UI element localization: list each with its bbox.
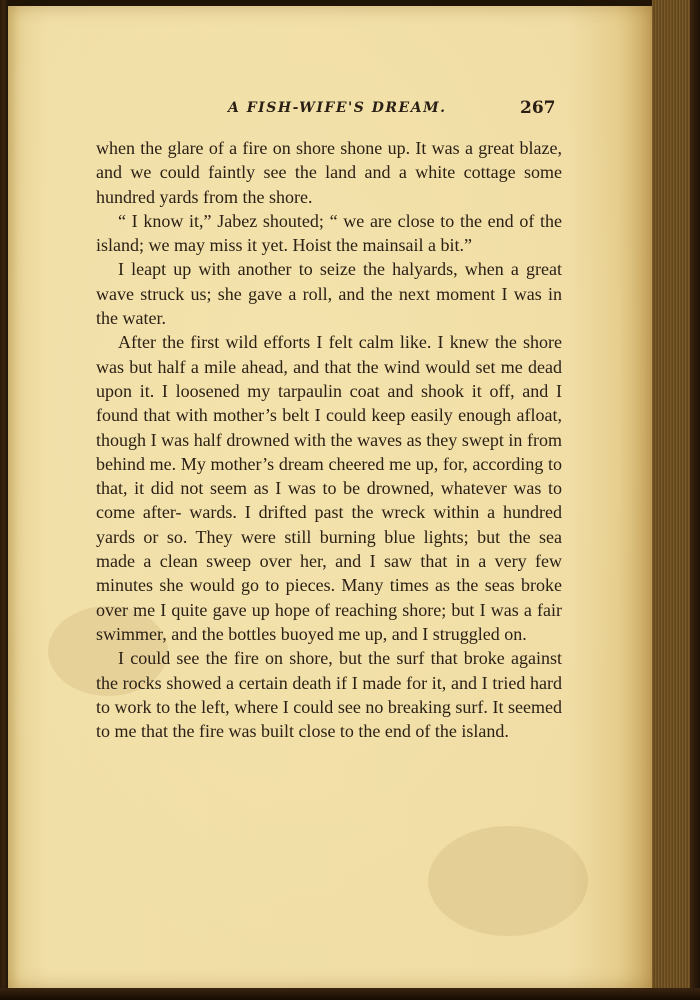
paragraph: I leapt up with another to seize the halyards, when a great wave struck us; she gave a roll, and the next moment I was in the water. (96, 259, 562, 329)
paper-stain (428, 826, 588, 936)
paragraph: when the glare of a fire on shore shone up. It was a great blaze, and we could faintly see the land and a white cottage some hundred yards from the shore. (96, 138, 562, 207)
body-text (96, 136, 562, 743)
page-header (8, 100, 652, 124)
book-bottom-edge (0, 988, 700, 1000)
paragraph: After the first wild efforts I felt calm like. I knew the shore was but half a mile ahead, and that the wind would set me dead upon it. I loosened my tarpaulin coat and shook it off, and I found that with mother’s belt I could keep easily enough afloat, though I was half drowned with the waves as they swept in from behind me. My mother’s dream cheered me up, for, according to that, it did not seem as I was to be drowned, whatever was to come after- wards. I drifted past the wreck within a hundred yards or so. They were still burning blue lights; but the sea made a clean sweep over her, and I saw that in a very few minutes she would go to pieces. Many times as the seas broke over me I quite gave up hope of reaching shore; but I was a fair swimmer, and the bottles buoyed me up, and I struggled on. (96, 332, 562, 644)
running-title: A FISH-WIFE'S DREAM. (228, 100, 447, 116)
paragraph: I could see the fire on shore, but the surf that broke against the rocks showed a certain death if I made for it, and I tried hard to work to the left, where I could see no breaking surf. It seemed to me that the fire was built close to the end of the island. (96, 648, 562, 742)
page-number: 267 (520, 98, 556, 118)
book-page-edges (652, 0, 700, 1000)
book-page (8, 6, 652, 988)
paragraph: “ I know it,” Jabez shouted; “ we are close to the end of the island; we may miss it yet. Hoist the mainsail a bit.” (96, 210, 562, 256)
